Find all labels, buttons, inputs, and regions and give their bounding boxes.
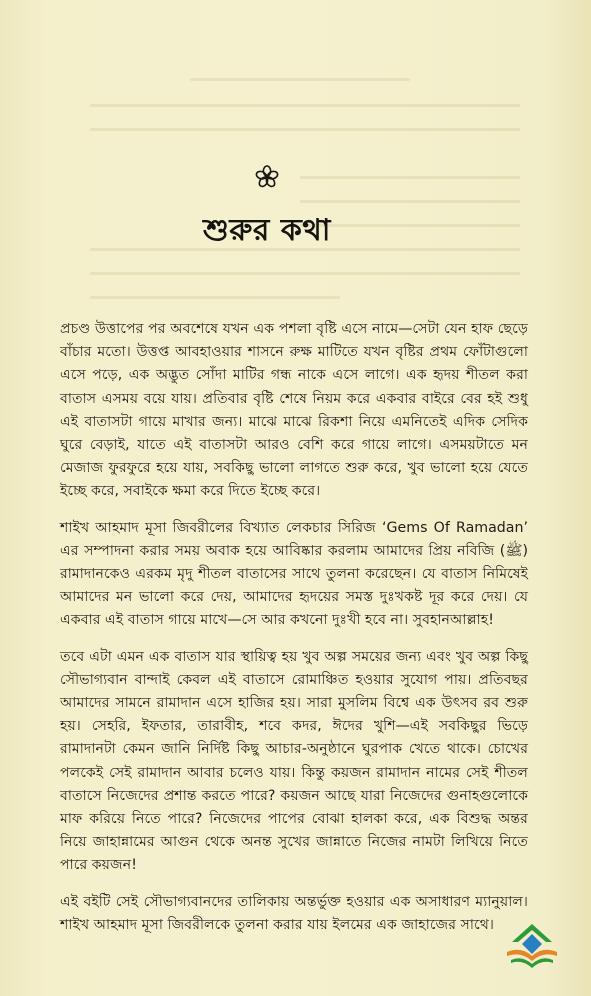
publisher-book-logo-icon bbox=[503, 920, 561, 974]
paragraph-3: তবে এটা এমন এক বাতাস যার স্থায়িত্ব হয় খুব অল্প সময়ের জন্য এবং খুব অল্প কিছু সৌভাগ্যবান বান্দাই কেবল এই বাতাসে রোমাঞ্চিত হওয়ার সুযোগ পায়। প্রতিবছর আমাদের সামনে রামাদান এসে হাজির হয়। সারা মুসলিম বিশ্বে এক উৎসব রব শুরু হয়। সেহরি, ইফতার, তারাবীহ, শবে কদর, ঈদের খুশি—এই সবকিছুর ভিড়ে রামাদানটা কেমন জানি নির্দিষ্ট কিছু আচার-অনুষ্ঠানে ঘুরপাক খেতে থাকে। চোখের পলকেই সেই রামাদান আবার চলেও যায়। কিন্তু কয়জন রামাদান নামের সেই শীতল বাতাসে নিজেদের প্রশান্ত করতে পারে? কয়জন আছে যারা নিজেদের গুনাহগুলোকে মাফ করিয়ে নিতে পারে? নিজেদের পাপের বোঝা হালকা করে, এক বিশুদ্ধ অন্তর নিয়ে জাহান্নামের আগুন থেকে অনন্ত সুখের জান্নাতে নিজের নামটা লিখিয়ে নিতে পারে কয়জন! bbox=[60, 648, 528, 874]
show-through-line bbox=[300, 200, 520, 203]
flower-ornament-icon bbox=[254, 164, 280, 190]
paragraph-4: এই বইটি সেই সৌভাগ্যবানদের তালিকায় অন্তর্ভুক্ত হওয়ার এক অসাধারণ ম্যানুয়াল। শাইখ আহমাদ মূসা জিবরীলকে তুলনা করার যায় ইলমের এক জাহাজের সাথে। bbox=[60, 893, 528, 933]
show-through-line bbox=[90, 272, 520, 275]
show-through-line bbox=[300, 176, 520, 179]
chapter-title: শুরুর কথা bbox=[203, 213, 331, 248]
show-through-line bbox=[190, 78, 410, 81]
paragraph-1: প্রচণ্ড উত্তাপের পর অবশেষে যখন এক পশলা বৃষ্টি এসে নামে—সেটা যেন হাফ ছেড়ে বাঁচার মতো। উত্তপ্ত আবহাওয়ার শাসনে রুক্ষ মাটিতে যখন বৃষ্টির প্রথম ফোঁটাগুলো এসে পড়ে, এক অদ্ভুত সোঁদা মাটির গন্ধ নাকে এসে লাগে। এক হৃদয় শীতল করা বাতাস এসময় বয়ে যায়। প্রতিবার বৃষ্টি শেষে নিয়ম করে একবার বাইরে বের হই শুধু এই বাতাসটা গায়ে মাখার জন্য। মাঝে মাঝে রিকশা নিয়ে এমনিতেই এদিক সেদিক ঘুরে বেড়াই, যাতে এই বাতাসটা আরও বেশি করে গায়ে লাগে। এসময়টাতে মন মেজাজ ফুরফুরে হয়ে যায়, সবকিছু ভালো লাগতে শুরু করে, খুব ভালো হয়ে যেতে ইচ্ছে করে, সবাইকে ক্ষমা করে দিতে ইচ্ছে করে। bbox=[60, 321, 528, 500]
paragraph-2: শাইখ আহমাদ মূসা জিবরীলের বিখ্যাত লেকচার সিরিজ ‘Gems Of Ramadan’ এর সম্পাদনা করার সময় অবাক হয়ে আবিষ্কার করলাম আমাদের প্রিয় নবিজি (ﷺ) রামাদানকেও এরকম মৃদু শীতল বাতাসের সাথে তুলনা করেছেন। যে বাতাস নিমিষেই আমাদের মন ভালো করে দেয়, আমাদের হৃদয়ের সমস্ত দুঃখকষ্ট দূর করে দেয়। যে একবার এই বাতাস গায়ে মাখে—সে আর কখনো দুঃখী হবে না। সুবহানআল্লাহ! bbox=[60, 519, 528, 629]
body-text bbox=[60, 318, 528, 950]
show-through-line bbox=[90, 296, 340, 299]
show-through-line bbox=[90, 128, 520, 131]
show-through-line bbox=[90, 104, 520, 107]
